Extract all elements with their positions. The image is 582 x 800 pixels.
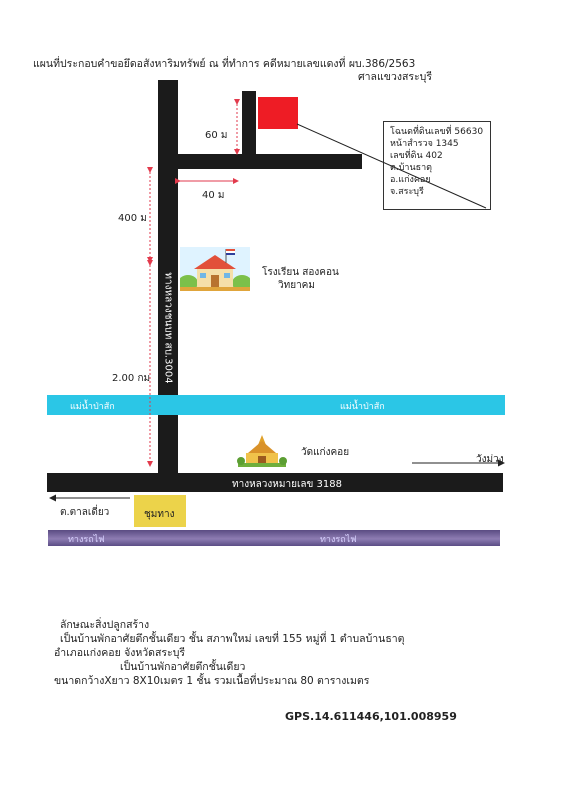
school-name-line1: โรงเรียน สองคอน [262,267,339,278]
railway-label-right: ทางรถไฟ [320,535,357,545]
description-heading: ลักษณะสิ่งปลูกสร้าง [60,619,150,631]
river-label-left: แม่น้ำป่าสัก [70,402,115,412]
distance-40m: 40 ม [202,190,225,201]
river-label-right: แม่น้ำป่าสัก [340,402,385,412]
info-deed-number: โฉนดที่ดินเลขที่ 56630 [390,127,484,137]
description-line3: เป็นบ้านพักอาศัยตึกชั้นเดียว [120,661,246,673]
distance-2km: 2.00 กม [112,373,151,384]
distance-400m: 400 ม [118,213,147,224]
info-subdistrict: ต.บ้านธาตุ [390,163,433,173]
pointer-line [297,124,486,208]
railway-label-left: ทางรถไฟ [68,535,105,545]
gps-coordinates: GPS.14.611446,101.008959 [285,710,457,723]
school-name-line2: วิทยาคม [278,280,315,291]
description-line4: ขนาดกว้างXยาว 8X10เมตร 1 ชั้น รวมเนื้อที่ประมาณ 80 ตารางเมตร [54,675,370,687]
direction-west-label: ต.ตาลเดี่ยว [60,507,110,518]
map-title: แผนที่ประกอบคำขอยึดอสังหาริมทรัพย์ ณ ที่ทำการ คดีหมายเลขแดงที่ ผบ.386/2563 [33,58,416,70]
description-line2: อำเภอแก่งคอย จังหวัดสระบุรี [54,647,185,659]
info-province: จ.สระบุรี [390,187,424,197]
info-survey-page: หน้าสำรวจ 1345 [390,139,459,149]
info-land-number: เลขที่ดิน 402 [390,151,443,161]
distance-60m: 60 ม [205,130,228,141]
rural-road-label: ทางหลวงชนบท สบ.3004 [162,272,174,384]
direction-east-label: วังม่วง [476,454,504,465]
description-line1: เป็นบ้านพักอาศัยตึกชั้นเดียว ชั้น สภาพใหม่ เลขที่ 155 หมู่ที่ 1 ตำบลบ้านธาตุ [60,633,405,645]
court-name: ศาลแขวงสระบุรี [358,71,432,83]
temple-name: วัดแก่งคอย [301,447,350,458]
info-district: อ.แก่งคอย [390,175,431,185]
highway-label: ทางหลวงหมายเลข 3188 [232,479,342,490]
junction-label: ชุมทาง [144,509,175,520]
